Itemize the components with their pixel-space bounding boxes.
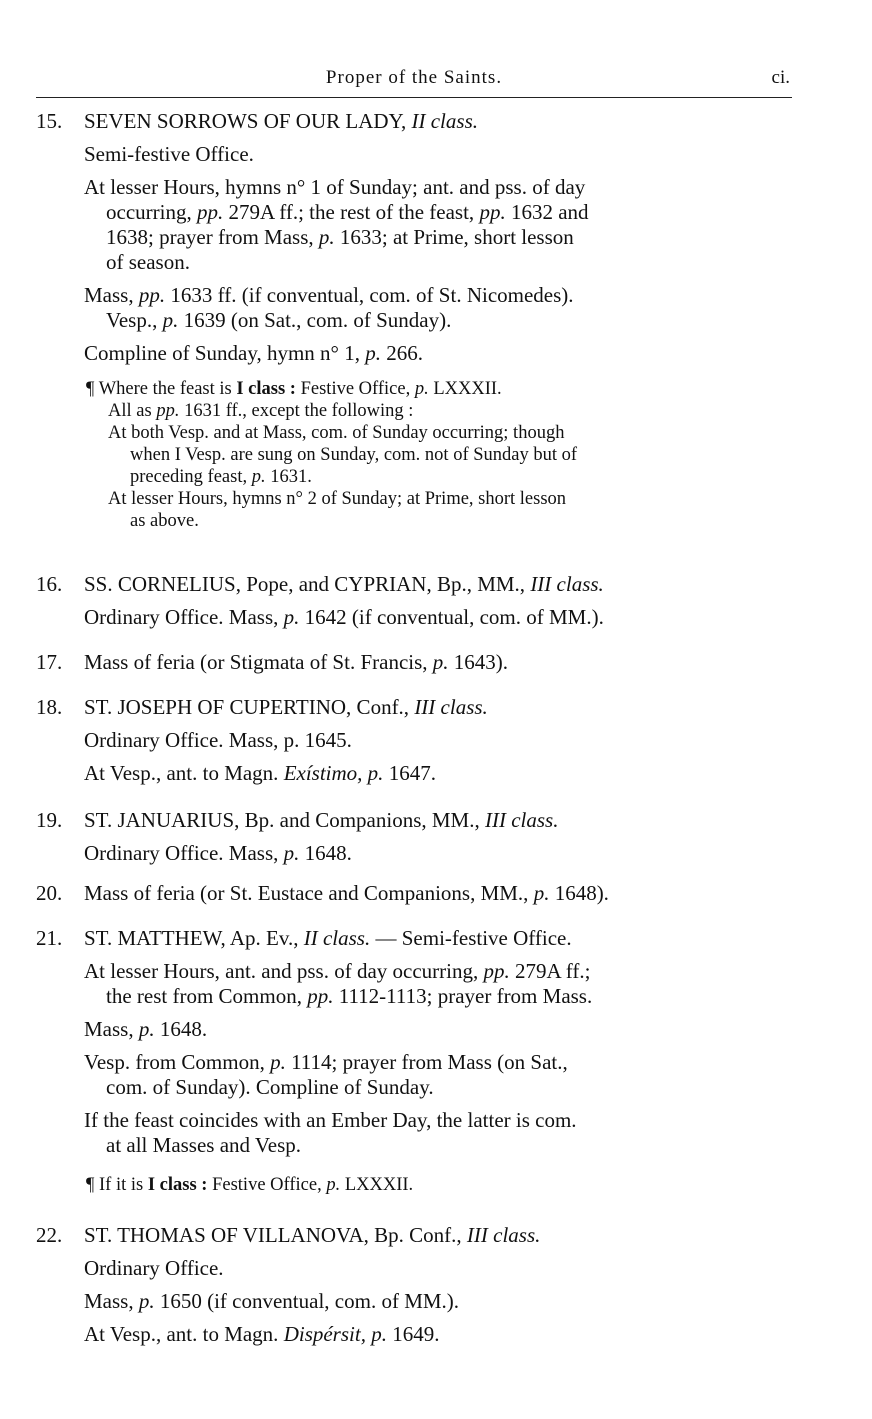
lesser-hours-rubric: At lesser Hours, ant. and pss. of day occurring, pp. 279A ff.; the rest from Common, pp. 1112-1113; prayer from Mass.	[84, 959, 593, 1008]
mass-rubric: Mass, p. 1650 (if conventual, com. of MM.).	[84, 1289, 460, 1313]
running-header	[36, 63, 792, 98]
entry-number: 18.	[36, 695, 63, 719]
entry-18	[0, 695, 872, 786]
office-line: Ordinary Office. Mass, p. 1645.	[84, 728, 352, 752]
entry-number: 22.	[36, 1223, 63, 1247]
office-line: Ordinary Office.	[84, 1256, 224, 1280]
page-number: ci.	[771, 67, 790, 88]
entry-title: ST. JANUARIUS, Bp. and Companions, MM., III class.	[84, 808, 559, 832]
entry-number: 15.	[36, 109, 63, 133]
entry-number: 19.	[36, 808, 63, 832]
office-type: Semi-festive Office.	[84, 142, 254, 166]
mass-rubric: Mass, pp. 1633 ff. (if conventual, com. of St. Nicomedes). Vesp., p. 1639 (on Sat., com. of Sunday).	[84, 283, 574, 332]
ember-day-rubric: If the feast coincides with an Ember Day, the latter is com. at all Masses and Vesp.	[84, 1108, 577, 1157]
entry-15	[0, 109, 872, 532]
entry-number: 16.	[36, 572, 63, 596]
pilcrow-icon: ¶	[86, 379, 95, 399]
entry-number: 17.	[36, 650, 63, 674]
entry-title: Mass of feria (or St. Eustace and Companions, MM., p. 1648).	[84, 881, 609, 905]
header-title: Proper of the Saints.	[325, 67, 503, 88]
lesser-hours-rubric: At lesser Hours, hymns n° 1 of Sunday; ant. and pss. of day occurring, pp. 279A ff.; the rest of the feast, pp. 1632 and 1638; prayer from Mass, p. 1633; at Prime, short lesson of season.	[84, 175, 589, 274]
compline-rubric: Compline of Sunday, hymn n° 1, p. 266.	[84, 341, 423, 365]
entry-number: 20.	[36, 881, 63, 905]
entry-16	[0, 572, 872, 630]
first-class-note: ¶ Where the feast is I class : Festive Office, p. LXXXII. All as pp. 1631 ff., except the following : At both Vesp. and at Mass, com. of Sunday occurring; though when I Vesp. are sung on Sunday, com. not of Sunday but of preceding feast, p. 1631. At lesser Hours, hymns n° 2 of Sunday; at Prime, short lesson as above.	[86, 379, 578, 531]
entry-title: SS. CORNELIUS, Pope, and CYPRIAN, Bp., MM., III class.	[84, 572, 604, 596]
vespers-line: At Vesp., ant. to Magn. Dispérsit, p. 1649.	[84, 1322, 440, 1346]
entry-title: ST. MATTHEW, Ap. Ev., II class. — Semi-festive Office.	[84, 926, 572, 950]
entry-17	[0, 650, 872, 675]
entry-title: Mass of feria (or Stigmata of St. Francis, p. 1643).	[84, 650, 509, 674]
entry-number: 21.	[36, 926, 63, 950]
office-line: Ordinary Office. Mass, p. 1648.	[84, 841, 352, 865]
mass-rubric: Mass, p. 1648.	[84, 1017, 208, 1041]
vespers-rubric: Vesp. from Common, p. 1114; prayer from Mass (on Sat., com. of Sunday). Compline of Sunday.	[84, 1050, 568, 1099]
entry-title: ST. JOSEPH OF CUPERTINO, Conf., III class.	[84, 695, 488, 719]
entry-22	[0, 1223, 872, 1347]
entry-title: ST. THOMAS OF VILLANOVA, Bp. Conf., III class.	[84, 1223, 541, 1247]
office-line: Ordinary Office. Mass, p. 1642 (if conventual, com. of MM.).	[84, 605, 604, 629]
first-class-note: ¶ If it is I class : Festive Office, p. LXXXII.	[86, 1175, 414, 1195]
pilcrow-icon: ¶	[86, 1175, 95, 1195]
entry-21	[0, 926, 872, 1196]
entry-20	[0, 881, 872, 906]
vespers-line: At Vesp., ant. to Magn. Exístimo, p. 1647.	[84, 761, 436, 785]
entry-19	[0, 808, 872, 866]
entry-title: SEVEN SORROWS OF OUR LADY, II class.	[84, 109, 478, 133]
